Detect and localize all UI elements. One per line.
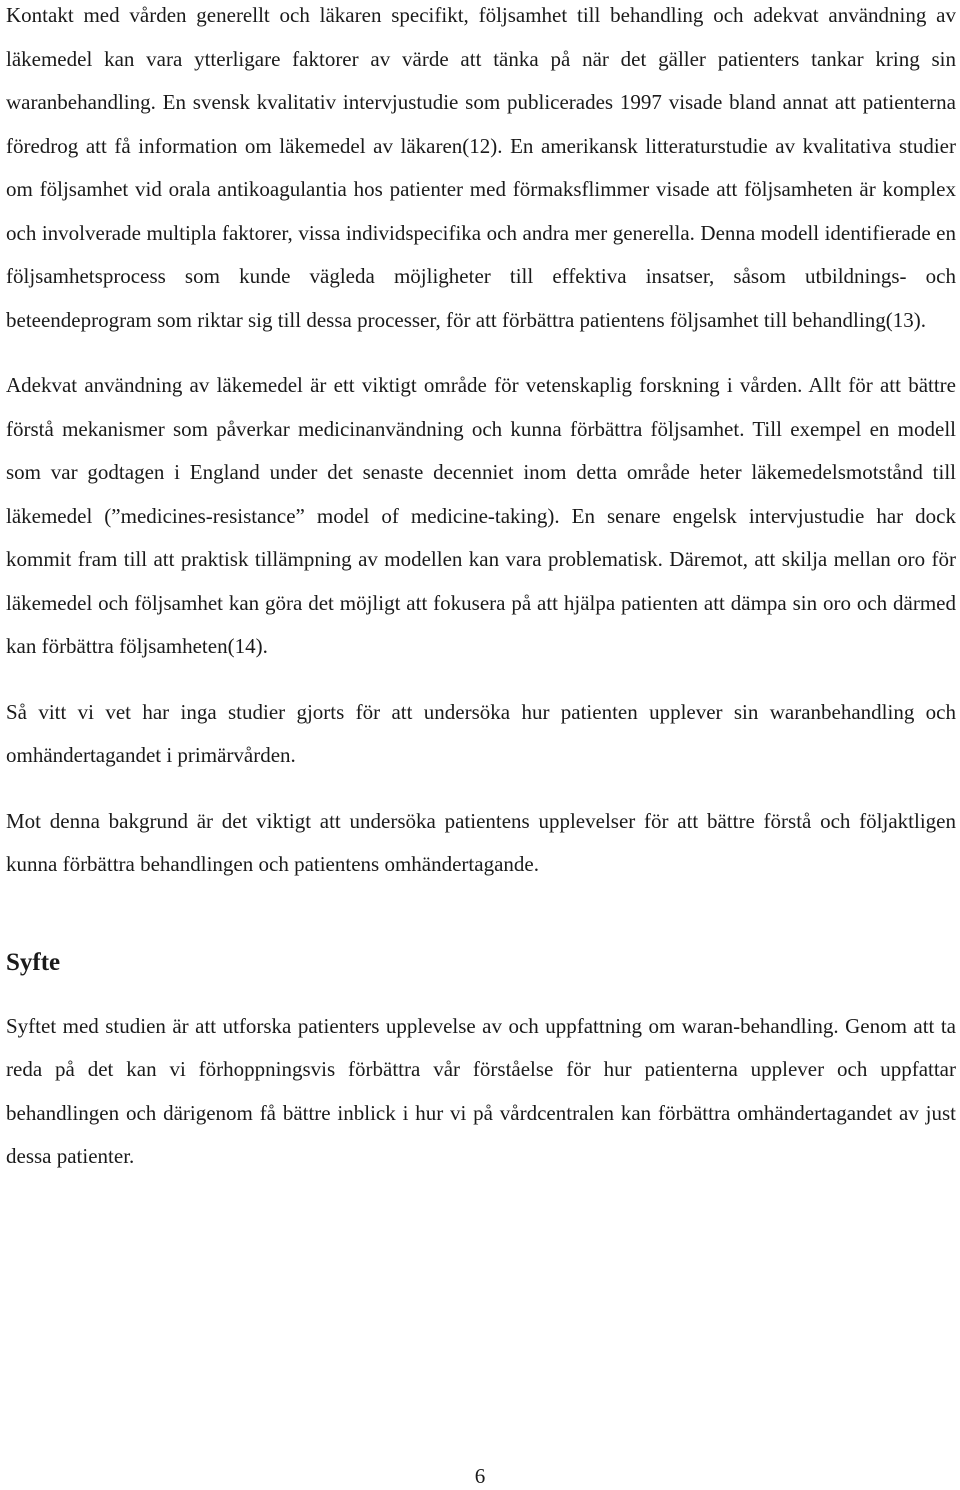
paragraph-aim: Syftet med studien är att utforska patienters upplevelse av och uppfattning om waran-behandling. Genom att ta reda på det kan vi förhoppningsvis förbättra vår förståelse för hur patienterna upplever och uppfattar behandlingen och därigenom få bättre inblick i hur vi på vårdcentralen kan förbättra omhändertagandet av just dessa patienter.: [6, 1013, 956, 1168]
paragraph-motivation: Mot denna bakgrund är det viktigt att undersöka patientens upplevelser för att bättre förstå och följaktligen kunna förbättra behandlingen och patientens omhändertagande.: [6, 808, 956, 876]
section-heading-syfte: Syfte: [6, 948, 61, 976]
paragraph-research-gap: Så vitt vi vet har inga studier gjorts för att undersöka hur patienten upplever sin waranbehandling och omhändertagandet i primärvården.: [6, 699, 956, 767]
paragraph-background: Kontakt med vården generellt och läkaren specifikt, följsamhet till behandling och adekvat användning av läkemedel kan vara ytterligare faktorer av värde att tänka på när det gäller patienters tankar kring sin waranbehandling. En svensk kvalitativ intervjustudie som publicerades 1997 visade bland annat att patienterna föredrog att få information om läkemedel av läkaren(12). En amerikansk litteraturstudie av kvalitativa studier om följsamhet vid orala antikoagulantia hos patienter med förmaksflimmer visade att följsamheten är komplex och involverade multipla faktorer, vissa individspecifika och andra mer generella. Denna modell identifierade en följsamhetsprocess som kunde vägleda möjligheter till effektiva insatser, såsom utbildnings- och beteendeprogram som riktar sig till dessa processer, för att förbättra patientens följsamhet till behandling(13).: [6, 3, 956, 332]
page-number: 6: [474, 1464, 486, 1488]
document-page: [6, 0, 956, 1179]
paragraph-medication-use: Adekvat användning av läkemedel är ett viktigt område för vetenskaplig forskning i vården. Allt för att bättre förstå mekanismer som påverkar medicinanvändning och kunna förbättra följsamhet. Till exempel en modell som var godtagen i England under det senaste decenniet inom detta område heter läkemedelsmotstånd till läkemedel (”medicines-resistance” model of medicine-taking). En senare engelsk intervjustudie har dock kommit fram till att praktisk tillämpning av modellen kan vara problematisk. Däremot, att skilja mellan oro för läkemedel och följsamhet kan göra det möjligt att fokusera på att hjälpa patienten att dämpa sin oro och därmed kan förbättra följsamheten(14).: [6, 373, 956, 658]
